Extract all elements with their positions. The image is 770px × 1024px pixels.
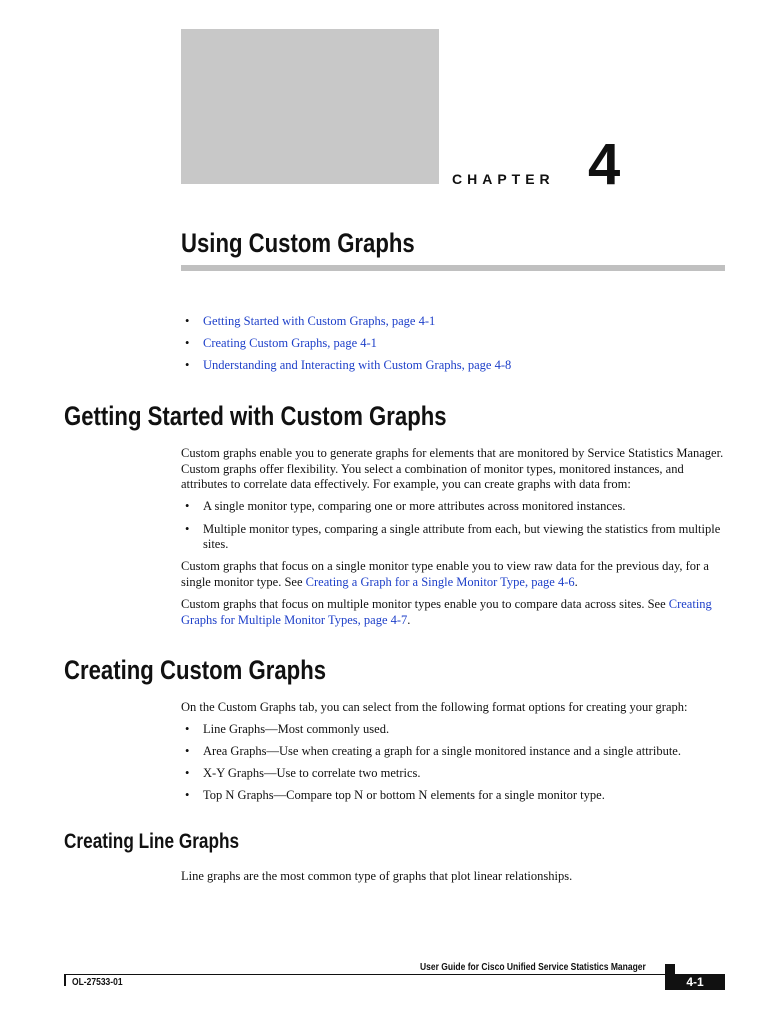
section3-text: Line graphs are the most common type of graphs that plot linear relationships. [181,869,573,883]
paragraph-text: Custom graphs that focus on multiple monitor types enable you to compare data across sites. See [181,597,669,611]
list-item-text: Multiple monitor types, comparing a single attribute from each, but viewing the statistics from multiple sites. [203,521,721,551]
toc-item[interactable] [185,314,511,336]
toc-item[interactable] [185,336,511,358]
toc-item[interactable] [185,358,511,380]
list-item-text: X-Y Graphs—Use to correlate two metrics. [203,766,421,780]
section1-bullets [185,499,727,553]
list-item [185,766,727,788]
chapter-banner-box [181,29,439,184]
bullet-icon: • [185,336,190,350]
section-heading-getting-started: Getting Started with Custom Graphs [64,401,447,431]
page-number: 4-1 [665,974,725,990]
list-item [185,788,727,810]
toc-link[interactable]: Getting Started with Custom Graphs, page 4-1 [203,314,436,328]
bullet-icon: • [185,521,190,536]
chapter-toc [185,314,511,380]
bullet-icon: • [185,358,190,372]
multiple-monitor-link[interactable]: Creating Graphs for Multiple Monitor Types, page 4-7 [181,597,712,627]
chapter-label: CHAPTER [452,171,555,187]
section-heading-creating-custom-graphs: Creating Custom Graphs [64,655,327,685]
title-rule [181,265,725,271]
list-item [185,722,727,744]
section1-paragraph-3 [181,597,727,628]
section2-intro: On the Custom Graphs tab, you can select from the following format options for creating your graph: [181,700,688,714]
bullet-icon: • [185,744,190,758]
footer-tick [64,974,66,986]
list-item-text: Line Graphs—Most commonly used. [203,722,390,736]
footer-square-icon [665,964,675,974]
list-item-text: A single monitor type, comparing one or more attributes across monitored instances. [203,499,626,513]
bullet-icon: • [185,314,190,328]
chapter-number: 4 [588,132,621,197]
bullet-icon: • [185,788,190,802]
section2-bullets [185,722,727,810]
footer-rule [64,974,725,975]
paragraph-text: Custom graphs that focus on a single monitor type enable you to view raw data for the previous day, for a single monitor type. See [181,559,709,589]
list-item-text: Top N Graphs—Compare top N or bottom N elements for a single monitor type. [203,788,605,802]
paragraph-end: . [407,612,411,627]
list-item-text: Area Graphs—Use when creating a graph for a single monitored instance and a single attribute. [203,744,681,758]
bullet-icon: • [185,499,190,513]
single-monitor-link[interactable]: Creating a Graph for a Single Monitor Type, page 4-6 [305,574,575,589]
toc-link[interactable]: Understanding and Interacting with Custom Graphs, page 4-8 [203,358,512,372]
bullet-icon: • [185,766,190,780]
list-item [185,499,727,515]
footer-guide-title: User Guide for Cisco Unified Service Statistics Manager [420,962,646,973]
subsection-heading-line-graphs: Creating Line Graphs [64,830,240,853]
paragraph-end: . [574,574,578,589]
list-item [185,522,727,553]
chapter-title: Using Custom Graphs [181,228,415,258]
section1-paragraph-2 [181,559,727,590]
bullet-icon: • [185,722,190,736]
toc-link[interactable]: Creating Custom Graphs, page 4-1 [203,336,377,350]
list-item [185,744,727,766]
section1-intro: Custom graphs enable you to generate graphs for elements that are monitored by Service Statistics Manager. Custom graphs offer flexibility. You select a combination of monitor types, monitored instances, and attributes to correlate data effectively. For example, you can create graphs with data from: [181,446,724,491]
footer-doc-number: OL-27533-01 [72,977,123,988]
